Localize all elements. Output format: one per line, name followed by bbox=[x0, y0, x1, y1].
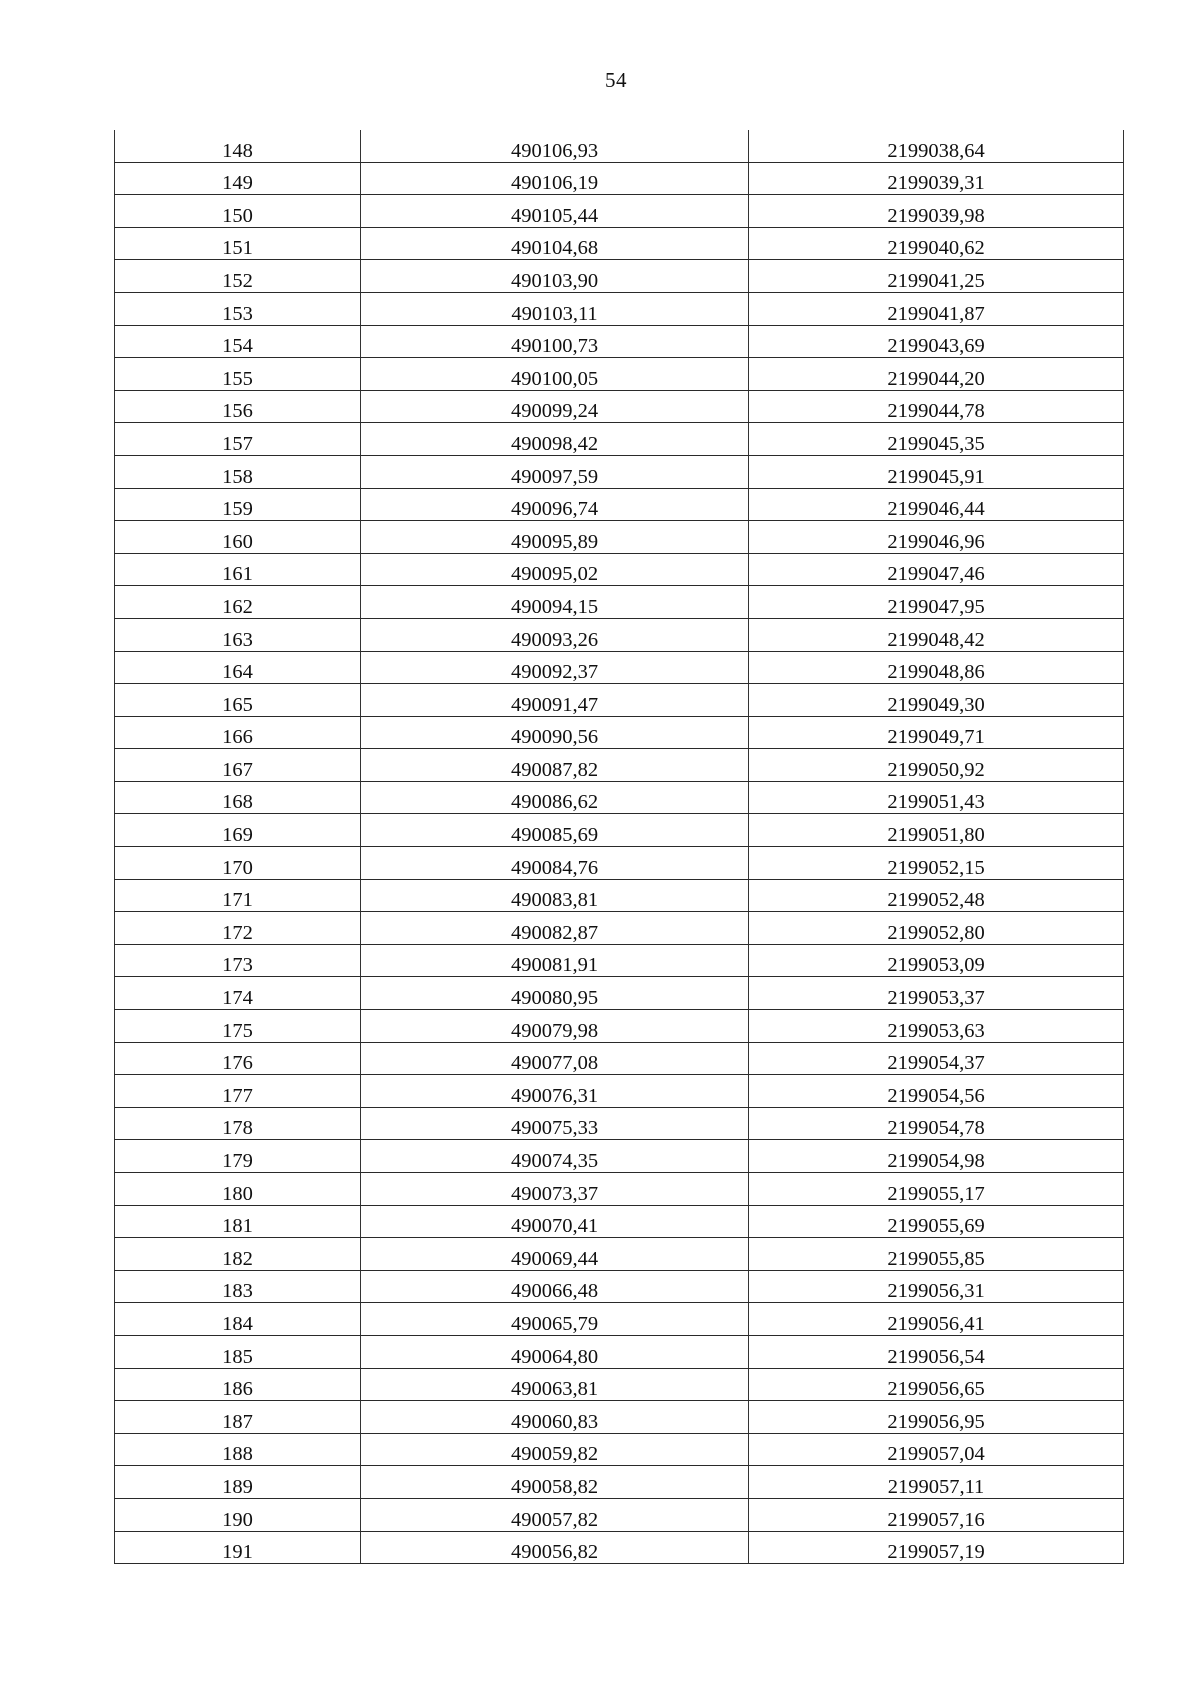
table-row bbox=[115, 716, 1124, 749]
x-coordinate-cell: 490096,74 bbox=[361, 488, 749, 521]
y-coordinate-cell: 2199048,86 bbox=[749, 651, 1124, 684]
point-number-cell: 148 bbox=[115, 130, 361, 162]
x-coordinate-cell: 490106,19 bbox=[361, 162, 749, 195]
point-number-cell: 183 bbox=[115, 1270, 361, 1303]
point-number-cell: 155 bbox=[115, 358, 361, 391]
table-row bbox=[115, 586, 1124, 619]
x-coordinate-cell: 490076,31 bbox=[361, 1075, 749, 1108]
y-coordinate-cell: 2199049,71 bbox=[749, 716, 1124, 749]
point-number-cell: 161 bbox=[115, 553, 361, 586]
table-row bbox=[115, 618, 1124, 651]
point-number-cell: 185 bbox=[115, 1335, 361, 1368]
x-coordinate-cell: 490100,05 bbox=[361, 358, 749, 391]
table-row bbox=[115, 195, 1124, 228]
y-coordinate-cell: 2199056,65 bbox=[749, 1368, 1124, 1401]
y-coordinate-cell: 2199055,69 bbox=[749, 1205, 1124, 1238]
x-coordinate-cell: 490104,68 bbox=[361, 227, 749, 260]
point-number-cell: 162 bbox=[115, 586, 361, 619]
x-coordinate-cell: 490090,56 bbox=[361, 716, 749, 749]
y-coordinate-cell: 2199052,80 bbox=[749, 912, 1124, 945]
x-coordinate-cell: 490075,33 bbox=[361, 1107, 749, 1140]
x-coordinate-cell: 490097,59 bbox=[361, 455, 749, 488]
x-coordinate-cell: 490080,95 bbox=[361, 977, 749, 1010]
table-row bbox=[115, 977, 1124, 1010]
point-number-cell: 182 bbox=[115, 1238, 361, 1271]
coordinates-table-body bbox=[115, 130, 1124, 1564]
point-number-cell: 164 bbox=[115, 651, 361, 684]
y-coordinate-cell: 2199056,31 bbox=[749, 1270, 1124, 1303]
table-row bbox=[115, 1238, 1124, 1271]
point-number-cell: 180 bbox=[115, 1173, 361, 1206]
x-coordinate-cell: 490106,93 bbox=[361, 130, 749, 162]
point-number-cell: 165 bbox=[115, 684, 361, 717]
y-coordinate-cell: 2199057,16 bbox=[749, 1498, 1124, 1531]
y-coordinate-cell: 2199044,78 bbox=[749, 390, 1124, 423]
point-number-cell: 177 bbox=[115, 1075, 361, 1108]
y-coordinate-cell: 2199053,37 bbox=[749, 977, 1124, 1010]
x-coordinate-cell: 490085,69 bbox=[361, 814, 749, 847]
y-coordinate-cell: 2199046,96 bbox=[749, 521, 1124, 554]
y-coordinate-cell: 2199045,35 bbox=[749, 423, 1124, 456]
x-coordinate-cell: 490103,90 bbox=[361, 260, 749, 293]
table-row bbox=[115, 1042, 1124, 1075]
y-coordinate-cell: 2199056,54 bbox=[749, 1335, 1124, 1368]
x-coordinate-cell: 490092,37 bbox=[361, 651, 749, 684]
x-coordinate-cell: 490077,08 bbox=[361, 1042, 749, 1075]
point-number-cell: 172 bbox=[115, 912, 361, 945]
table-row bbox=[115, 423, 1124, 456]
point-number-cell: 171 bbox=[115, 879, 361, 912]
table-row bbox=[115, 651, 1124, 684]
y-coordinate-cell: 2199054,78 bbox=[749, 1107, 1124, 1140]
x-coordinate-cell: 490084,76 bbox=[361, 847, 749, 880]
y-coordinate-cell: 2199041,25 bbox=[749, 260, 1124, 293]
x-coordinate-cell: 490105,44 bbox=[361, 195, 749, 228]
y-coordinate-cell: 2199054,98 bbox=[749, 1140, 1124, 1173]
table-row bbox=[115, 358, 1124, 391]
y-coordinate-cell: 2199053,09 bbox=[749, 944, 1124, 977]
x-coordinate-cell: 490103,11 bbox=[361, 292, 749, 325]
y-coordinate-cell: 2199054,56 bbox=[749, 1075, 1124, 1108]
y-coordinate-cell: 2199044,20 bbox=[749, 358, 1124, 391]
y-coordinate-cell: 2199038,64 bbox=[749, 130, 1124, 162]
table-row bbox=[115, 781, 1124, 814]
table-row bbox=[115, 847, 1124, 880]
point-number-cell: 186 bbox=[115, 1368, 361, 1401]
table-row bbox=[115, 162, 1124, 195]
y-coordinate-cell: 2199056,95 bbox=[749, 1401, 1124, 1434]
x-coordinate-cell: 490079,98 bbox=[361, 1010, 749, 1043]
point-number-cell: 176 bbox=[115, 1042, 361, 1075]
y-coordinate-cell: 2199051,80 bbox=[749, 814, 1124, 847]
x-coordinate-cell: 490100,73 bbox=[361, 325, 749, 358]
table-row bbox=[115, 1531, 1124, 1564]
y-coordinate-cell: 2199055,17 bbox=[749, 1173, 1124, 1206]
point-number-cell: 168 bbox=[115, 781, 361, 814]
table-row bbox=[115, 1466, 1124, 1499]
x-coordinate-cell: 490064,80 bbox=[361, 1335, 749, 1368]
point-number-cell: 169 bbox=[115, 814, 361, 847]
point-number-cell: 149 bbox=[115, 162, 361, 195]
y-coordinate-cell: 2199045,91 bbox=[749, 455, 1124, 488]
table-row bbox=[115, 260, 1124, 293]
point-number-cell: 174 bbox=[115, 977, 361, 1010]
point-number-cell: 187 bbox=[115, 1401, 361, 1434]
y-coordinate-cell: 2199053,63 bbox=[749, 1010, 1124, 1043]
point-number-cell: 152 bbox=[115, 260, 361, 293]
x-coordinate-cell: 490093,26 bbox=[361, 618, 749, 651]
point-number-cell: 163 bbox=[115, 618, 361, 651]
x-coordinate-cell: 490070,41 bbox=[361, 1205, 749, 1238]
y-coordinate-cell: 2199047,46 bbox=[749, 553, 1124, 586]
table-row bbox=[115, 1075, 1124, 1108]
point-number-cell: 181 bbox=[115, 1205, 361, 1238]
x-coordinate-cell: 490082,87 bbox=[361, 912, 749, 945]
y-coordinate-cell: 2199040,62 bbox=[749, 227, 1124, 260]
x-coordinate-cell: 490083,81 bbox=[361, 879, 749, 912]
table-row bbox=[115, 1498, 1124, 1531]
y-coordinate-cell: 2199050,92 bbox=[749, 749, 1124, 782]
point-number-cell: 154 bbox=[115, 325, 361, 358]
y-coordinate-cell: 2199055,85 bbox=[749, 1238, 1124, 1271]
point-number-cell: 190 bbox=[115, 1498, 361, 1531]
point-number-cell: 184 bbox=[115, 1303, 361, 1336]
table-row bbox=[115, 1368, 1124, 1401]
y-coordinate-cell: 2199056,41 bbox=[749, 1303, 1124, 1336]
point-number-cell: 157 bbox=[115, 423, 361, 456]
x-coordinate-cell: 490099,24 bbox=[361, 390, 749, 423]
point-number-cell: 175 bbox=[115, 1010, 361, 1043]
point-number-cell: 158 bbox=[115, 455, 361, 488]
table-row bbox=[115, 1140, 1124, 1173]
y-coordinate-cell: 2199054,37 bbox=[749, 1042, 1124, 1075]
table-row bbox=[115, 684, 1124, 717]
y-coordinate-cell: 2199048,42 bbox=[749, 618, 1124, 651]
x-coordinate-cell: 490059,82 bbox=[361, 1433, 749, 1466]
table-row bbox=[115, 749, 1124, 782]
x-coordinate-cell: 490074,35 bbox=[361, 1140, 749, 1173]
table-row bbox=[115, 944, 1124, 977]
table-row bbox=[115, 227, 1124, 260]
point-number-cell: 150 bbox=[115, 195, 361, 228]
x-coordinate-cell: 490069,44 bbox=[361, 1238, 749, 1271]
point-number-cell: 160 bbox=[115, 521, 361, 554]
table-row bbox=[115, 1401, 1124, 1434]
table-row bbox=[115, 1173, 1124, 1206]
y-coordinate-cell: 2199052,48 bbox=[749, 879, 1124, 912]
table-row bbox=[115, 488, 1124, 521]
y-coordinate-cell: 2199057,19 bbox=[749, 1531, 1124, 1564]
y-coordinate-cell: 2199046,44 bbox=[749, 488, 1124, 521]
x-coordinate-cell: 490056,82 bbox=[361, 1531, 749, 1564]
table-row bbox=[115, 814, 1124, 847]
y-coordinate-cell: 2199051,43 bbox=[749, 781, 1124, 814]
x-coordinate-cell: 490086,62 bbox=[361, 781, 749, 814]
x-coordinate-cell: 490094,15 bbox=[361, 586, 749, 619]
point-number-cell: 189 bbox=[115, 1466, 361, 1499]
table-row bbox=[115, 1107, 1124, 1140]
table-row bbox=[115, 1303, 1124, 1336]
point-number-cell: 170 bbox=[115, 847, 361, 880]
point-number-cell: 191 bbox=[115, 1531, 361, 1564]
y-coordinate-cell: 2199052,15 bbox=[749, 847, 1124, 880]
x-coordinate-cell: 490095,02 bbox=[361, 553, 749, 586]
table-row bbox=[115, 1270, 1124, 1303]
point-number-cell: 159 bbox=[115, 488, 361, 521]
point-number-cell: 167 bbox=[115, 749, 361, 782]
x-coordinate-cell: 490065,79 bbox=[361, 1303, 749, 1336]
x-coordinate-cell: 490057,82 bbox=[361, 1498, 749, 1531]
point-number-cell: 179 bbox=[115, 1140, 361, 1173]
point-number-cell: 178 bbox=[115, 1107, 361, 1140]
point-number-cell: 166 bbox=[115, 716, 361, 749]
x-coordinate-cell: 490058,82 bbox=[361, 1466, 749, 1499]
x-coordinate-cell: 490063,81 bbox=[361, 1368, 749, 1401]
table-row bbox=[115, 553, 1124, 586]
y-coordinate-cell: 2199039,31 bbox=[749, 162, 1124, 195]
y-coordinate-cell: 2199057,11 bbox=[749, 1466, 1124, 1499]
point-number-cell: 156 bbox=[115, 390, 361, 423]
coordinates-table bbox=[114, 130, 1124, 1564]
x-coordinate-cell: 490073,37 bbox=[361, 1173, 749, 1206]
table-row bbox=[115, 325, 1124, 358]
x-coordinate-cell: 490098,42 bbox=[361, 423, 749, 456]
table-row bbox=[115, 390, 1124, 423]
table-row bbox=[115, 130, 1124, 162]
point-number-cell: 151 bbox=[115, 227, 361, 260]
table-row bbox=[115, 1433, 1124, 1466]
y-coordinate-cell: 2199047,95 bbox=[749, 586, 1124, 619]
x-coordinate-cell: 490095,89 bbox=[361, 521, 749, 554]
y-coordinate-cell: 2199039,98 bbox=[749, 195, 1124, 228]
table-row bbox=[115, 1335, 1124, 1368]
point-number-cell: 153 bbox=[115, 292, 361, 325]
x-coordinate-cell: 490060,83 bbox=[361, 1401, 749, 1434]
x-coordinate-cell: 490066,48 bbox=[361, 1270, 749, 1303]
table-row bbox=[115, 521, 1124, 554]
y-coordinate-cell: 2199049,30 bbox=[749, 684, 1124, 717]
table-row bbox=[115, 292, 1124, 325]
y-coordinate-cell: 2199057,04 bbox=[749, 1433, 1124, 1466]
table-row bbox=[115, 1205, 1124, 1238]
x-coordinate-cell: 490081,91 bbox=[361, 944, 749, 977]
table-row bbox=[115, 879, 1124, 912]
table-row bbox=[115, 912, 1124, 945]
x-coordinate-cell: 490091,47 bbox=[361, 684, 749, 717]
point-number-cell: 173 bbox=[115, 944, 361, 977]
y-coordinate-cell: 2199041,87 bbox=[749, 292, 1124, 325]
table-row bbox=[115, 1010, 1124, 1043]
y-coordinate-cell: 2199043,69 bbox=[749, 325, 1124, 358]
point-number-cell: 188 bbox=[115, 1433, 361, 1466]
table-row bbox=[115, 455, 1124, 488]
page-number: 54 bbox=[605, 68, 627, 92]
x-coordinate-cell: 490087,82 bbox=[361, 749, 749, 782]
